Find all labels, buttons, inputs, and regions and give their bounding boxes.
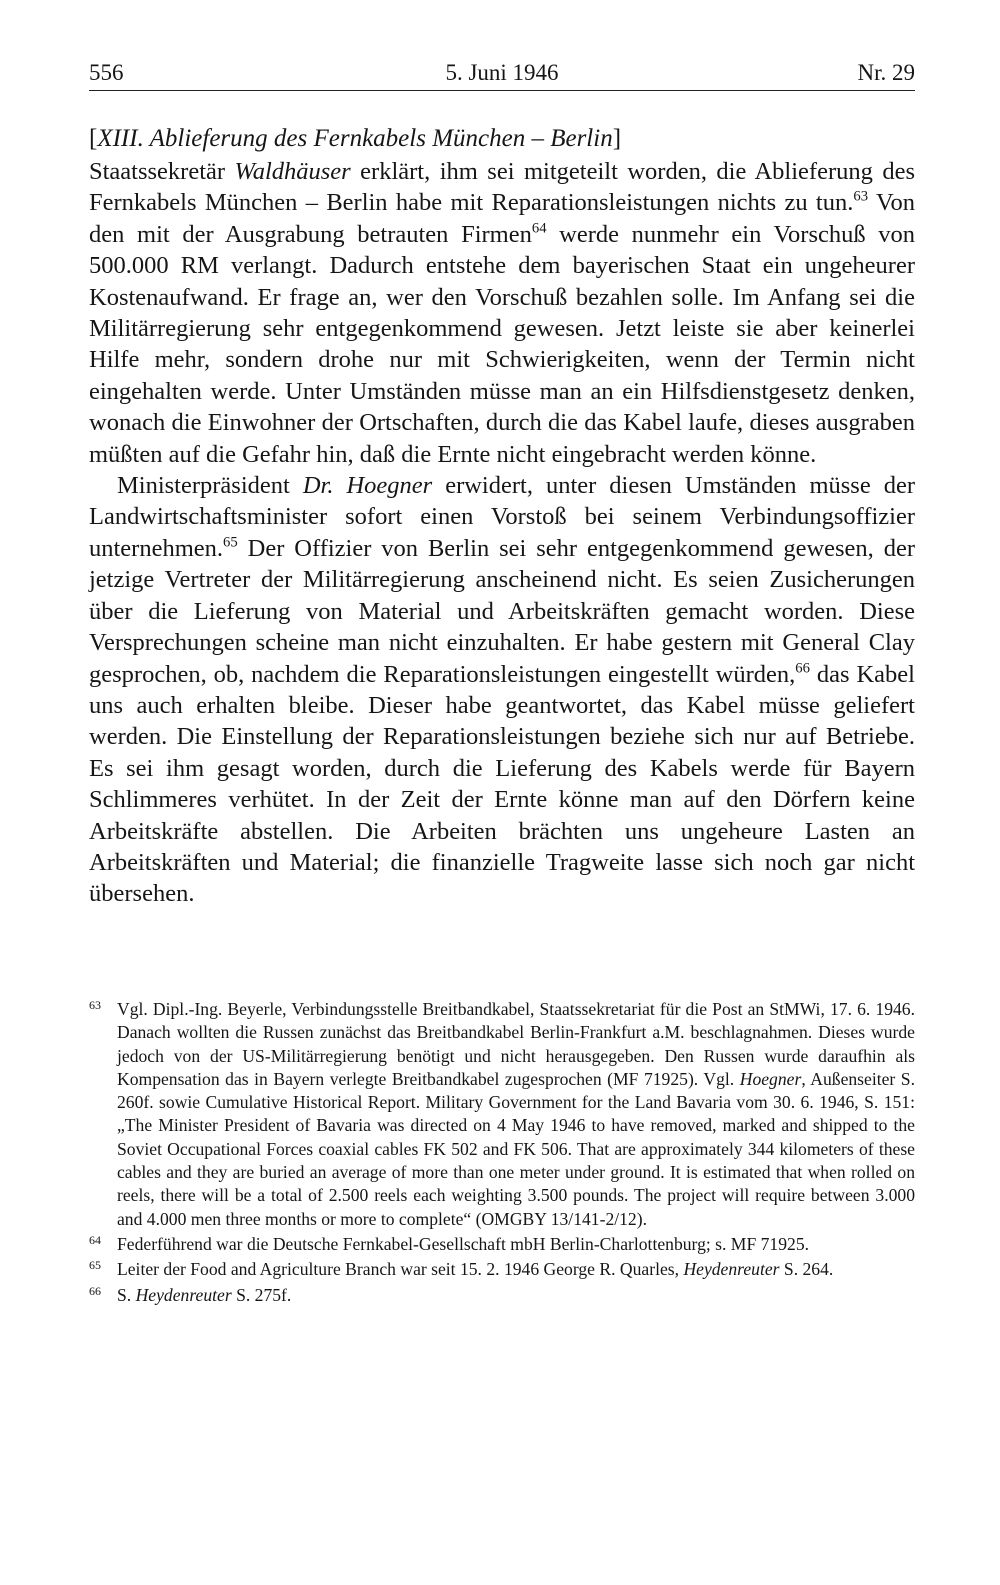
author-name: Hoegner xyxy=(739,1068,802,1089)
footnote-text: Leiter der Food and Agriculture Branch war seit 15. 2. 1946 George R. Quarles, xyxy=(117,1259,684,1280)
header-date: 5. Juni 1946 xyxy=(445,60,559,85)
footnote-number: 64 xyxy=(89,1232,101,1247)
footnote-66 xyxy=(89,1284,915,1307)
text-run: erwidert, unter diesen Umständen müsse der Landwirtschaftsminister sofort einen Vorstoß bei seinem Verbindungsoffizier unternehmen. xyxy=(89,472,915,562)
text-run: Ministerpräsident xyxy=(117,472,303,500)
text-run: werde nunmehr ein Vorschuß von 500.000 RM verlangt. Dadurch entstehe dem bayerischen Staat ein ungeheurer Kostenaufwand. Er frage an, wer den Vorschuß bezahlen solle. Im Anfang sei die Militärregierung sehr entgegenkommend gewesen. Jetzt leiste sie aber keinerlei Hilfe mehr, sondern drohe nur mit Schwierigkeiten, wenn der Termin nicht eingehalten werde. Unter Umständen müsse man an ein Hilfsdienstgesetz denken, wonach die Einwohner der Ortschaften, durch die das Kabel laufe, dieses ausgraben müßten auf die Gefahr hin, daß die Ernte nicht eingebracht werden könne. xyxy=(89,220,915,468)
footnote-64 xyxy=(89,1233,915,1256)
paragraph-hoegner xyxy=(89,470,915,910)
text-run: erklärt, ihm sei mitgeteilt worden, die Ablieferung des Fernkabels München – Berlin habe mit Reparationsleistungen nichts zu tun. xyxy=(89,158,915,217)
footnote-text: , Außenseiter S. 260f. sowie Cumulative Historical Report. Military Government for the Land Bavaria vom 30. 6. 1946, S. 151: „The Minister President of Bavaria was directed on 4 May 1946 to have removed, marked and shipped to the Soviet Occupational Forces coaxial cables FK 502 and FK 506. That are approximately 344 kilometers of these cables and they are buried an average of more than one meter under ground. It is estimated that when rolled on reels, there will be a total of 2.500 reels each weighting 3.500 pounds. The project will require between 3.000 and 4.000 men three months or more to complete“ (OMGBY 13/141-2/12). xyxy=(117,1068,915,1229)
footnote-ref-63[interactable]: 63 xyxy=(853,188,869,205)
heading-bracket-close: ] xyxy=(612,125,622,152)
paragraph-waldhaeuser xyxy=(89,156,915,470)
footnote-number: 66 xyxy=(89,1283,101,1298)
speaker-name: Waldhäuser xyxy=(234,158,351,185)
footnotes xyxy=(89,998,915,1309)
footnote-text: S. xyxy=(117,1284,136,1305)
text-run: Von den mit der Ausgrabung betrauten Firmen xyxy=(89,189,916,248)
author-name: Heydenreuter xyxy=(683,1259,780,1280)
footnote-text: Federführend war die Deutsche Fernkabel-Gesellschaft mbH Berlin-Charlottenburg; s. MF 71925. xyxy=(117,1233,810,1254)
text-run: Staatssekretär xyxy=(89,158,235,185)
text-run: das Kabel uns auch erhalten bleibe. Dieser habe geantwortet, das Kabel müsse geliefert werden. Die Einstellung der Reparationsleistungen beziehe sich nur auf Betriebe. Es sei ihm gesagt worden, durch die Lieferung des Kabels werde für Bayern Schlimmeres verhütet. In der Zeit der Ernte könne man auf den Dörfern keine Arbeitskräfte abstellen. Die Arbeiten brächten uns ungeheure Lasten an Arbeitskräften und Material; die finanzielle Tragweite lasse sich noch gar nicht übersehen. xyxy=(89,660,915,908)
footnote-63 xyxy=(89,998,915,1231)
footnote-ref-64[interactable]: 64 xyxy=(531,220,547,237)
footnote-text: S. 264. xyxy=(779,1259,834,1280)
footnote-text: Vgl. Dipl.-Ing. Beyerle, Verbindungsstelle Breitbandkabel, Staatssekretariat für die Post an StMWi, 17. 6. 1946. Danach wollten die Russen zunächst das Breitbandkabel Berlin-Frankfurt a.M. beschlagnahmen. Dieses wurde jedoch von der US-Militärregierung benötigt und nicht herausgegeben. Den Russen wurde daraufhin als Kompensation das in Bayern verlegte Breitbandkabel zugesprochen (MF 71925). Vgl. xyxy=(117,999,915,1089)
footnote-number: 65 xyxy=(89,1258,101,1273)
heading-title: XIII. Ablieferung des Fernkabels München – Berlin xyxy=(97,125,613,152)
author-name: Heydenreuter xyxy=(135,1284,232,1305)
running-header xyxy=(89,56,915,91)
footnote-65 xyxy=(89,1258,915,1281)
footnote-text: S. 275f. xyxy=(231,1284,292,1305)
document-page xyxy=(89,0,915,1585)
speaker-name: Dr. Hoegner xyxy=(302,472,433,500)
heading-bracket-open: [ xyxy=(89,125,98,152)
issue-number: Nr. 29 xyxy=(857,60,915,85)
footnote-ref-66[interactable]: 66 xyxy=(795,659,810,676)
footnote-ref-65[interactable]: 65 xyxy=(223,534,238,551)
page-number: 556 xyxy=(89,60,124,85)
footnote-number: 63 xyxy=(89,998,101,1012)
text-run: Der Offizier von Berlin sei sehr entgegenkommend gewesen, der jetzige Vertreter der Militärregierung anscheinend nicht. Es seien Zusicherungen über die Lieferung von Material und Arbeitskräften gemacht worden. Diese Versprechungen scheine man nicht einzuhalten. Er habe gestern mit General Clay gesprochen, ob, nachdem die Reparationsleistungen eingestellt würden, xyxy=(89,534,915,688)
body-text xyxy=(89,156,915,910)
section-heading xyxy=(89,122,915,156)
